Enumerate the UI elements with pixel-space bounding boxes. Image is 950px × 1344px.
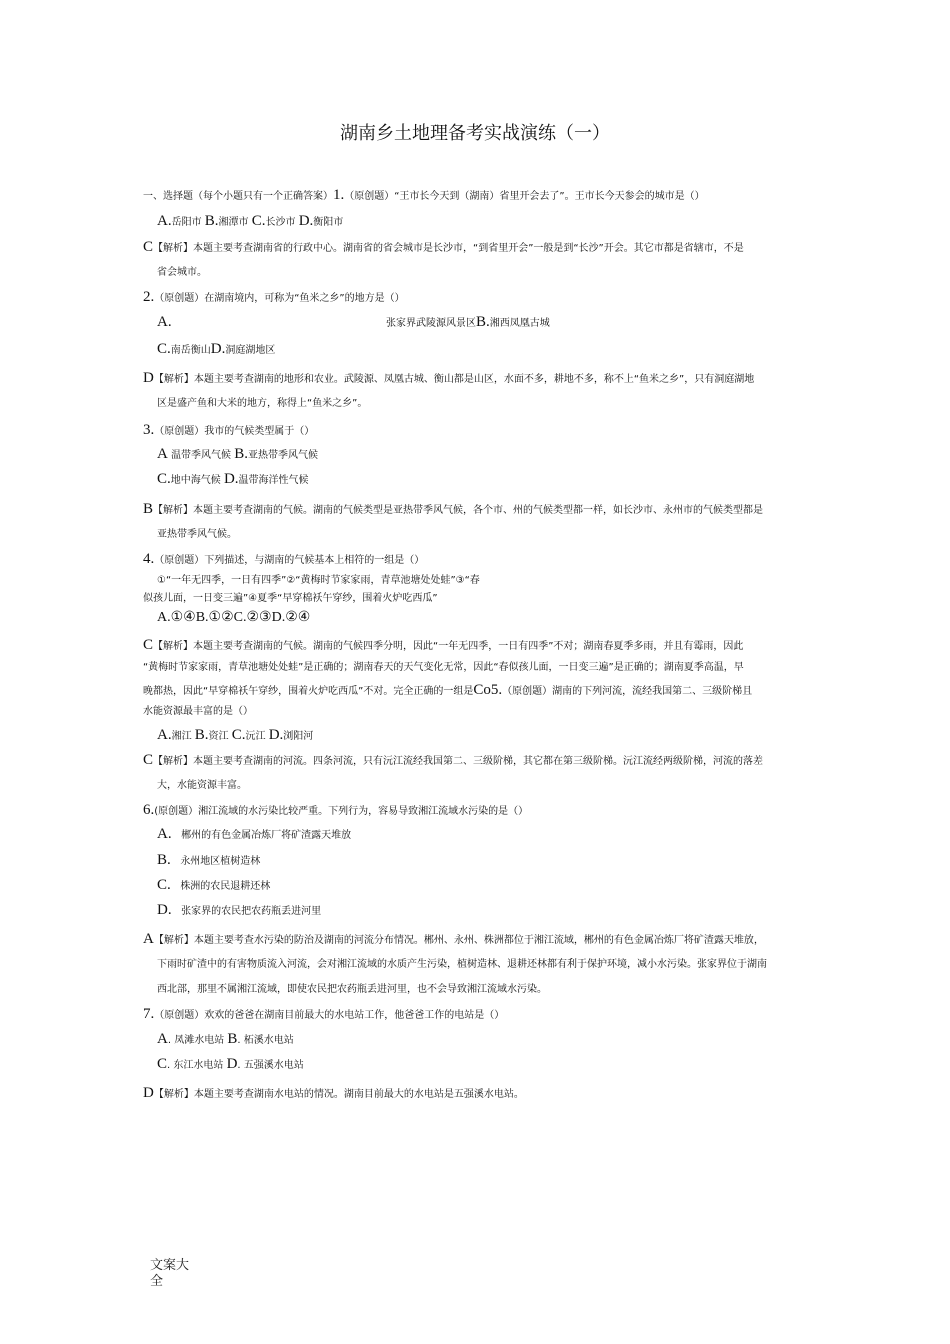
option-text: 沅江 — [245, 731, 266, 742]
answer-letter: B — [143, 501, 154, 517]
question-stem: （原创题）“王市长今天到（湖南）省里开会去了”。王市长今天参会的城市是（） — [344, 191, 705, 202]
question-4-stem-line — [143, 552, 424, 568]
option-text: . 五强溪水电站 — [237, 1060, 304, 1071]
analysis-text: 【解析】本题主要考查湖南的气候。湖南的气候类型是亚热带季风气候，各个市、州的气候类型都一样，如长沙市、永州市的气候类型都是 — [153, 505, 764, 516]
option-c-d — [157, 472, 309, 488]
question-4-stem-line-2: ①“一年无四季，一日有四季”②“黄梅时节家家雨，青草池塘处处蛙”③“春 — [157, 575, 480, 586]
option-label: C. — [157, 341, 171, 357]
option-d — [157, 903, 321, 919]
question-stem: （原创题）我市的气候类型属于（） — [154, 426, 315, 437]
analysis-line — [143, 683, 752, 699]
option-label: A. — [157, 213, 172, 229]
question-number: 4. — [143, 551, 155, 567]
analysis-line: 区是盛产鱼和大米的地方，称得上“鱼米之乡”。 — [157, 398, 368, 409]
option-c — [157, 878, 270, 894]
question-1-options — [157, 214, 343, 230]
option-a-b — [157, 447, 318, 463]
analysis-line: 省会城市。 — [157, 267, 207, 278]
option-text: 湘西凤凰古城 — [489, 318, 550, 329]
option-text: 南岳衡山 — [170, 345, 211, 356]
option-text: 永州地区植树造林 — [180, 856, 261, 867]
question-stem: （原创题）欢欢的爸爸在湖南目前最大的水电站工作，他爸爸工作的电站是（） — [154, 1010, 505, 1021]
analysis-line — [143, 502, 763, 518]
option-text: 温带海洋性气候 — [238, 475, 309, 486]
option-text: . 柘溪水电站 — [237, 1035, 294, 1046]
question-number: 3. — [143, 422, 155, 438]
analysis-text: 晚都热，因此“早穿棉袄午穿纱，围着火炉吃西瓜”不对。完全正确的一组是 — [143, 686, 474, 697]
option-label: D. — [268, 727, 284, 743]
analysis-text: 【解析】本题主要考查湖南省的行政中心。湖南省的省会城市是长沙市，“到省里开会”一般是到“长沙”开会。其它市都是省辖市，不是 — [153, 243, 744, 254]
analysis-line — [143, 932, 764, 948]
option-label: B. — [157, 852, 171, 868]
option-a-b — [157, 1032, 294, 1048]
answer-letter: C — [143, 239, 154, 255]
option-text: 郴州的有色金属冶炼厂将矿渣露天堆放 — [181, 830, 352, 841]
option-c-d — [157, 1057, 304, 1073]
question-stem: （原创题）下列描述，与湖南的气候基本上相符的一组是（） — [154, 555, 425, 566]
analysis-line — [143, 753, 763, 769]
answer-and-question-5-number: Co5. — [473, 682, 503, 698]
question-number: 2. — [143, 289, 155, 305]
option-label: A — [157, 1031, 168, 1047]
option-label: D. — [298, 213, 314, 229]
analysis-text: 【解析】本题主要考查湖南的地形和农业。武陵源、凤凰古城、衡山都是山区，水面不多，耕地不多，称不上“鱼米之乡”，只有洞庭湖地 — [153, 374, 755, 385]
analysis-line: 大，水能资源丰富。 — [157, 780, 247, 791]
option-text: 洞庭湖地区 — [225, 345, 276, 356]
option-text: 张家界的农民把农药瓶丢进河里 — [181, 906, 322, 917]
option-text: 资江 — [208, 731, 229, 742]
option-a — [157, 827, 351, 843]
option-b — [157, 853, 260, 869]
answer-letter: C — [143, 637, 154, 653]
option-label: D. — [157, 902, 172, 918]
question-6-stem-line — [143, 803, 528, 819]
option-text: 地中海气候 — [170, 475, 221, 486]
question-1-stem-line — [143, 188, 705, 204]
option-label: A — [157, 446, 168, 462]
option-label: A. — [157, 727, 172, 743]
option-text: 长沙市 — [265, 217, 296, 228]
answer-letter: A — [143, 931, 154, 947]
option-label: C — [157, 1056, 168, 1072]
analysis-line — [143, 371, 754, 387]
option-c-d — [157, 342, 275, 358]
analysis-line — [143, 638, 743, 654]
option-text: 温带季风气候 — [171, 450, 232, 461]
option-label: D. — [210, 341, 226, 357]
section-heading: 一、选择题（每个小题只有一个正确答案） — [143, 191, 333, 202]
analysis-text: 【解析】本题主要考查湖南的河流。四条河流，只有沅江流经我国第二、三级阶梯，其它都在第三级阶梯。沅江流经两级阶梯，河流的落差 — [153, 756, 764, 767]
option-label: B — [227, 1031, 238, 1047]
analysis-text: 【解析】本题主要考查湖南水电站的情况。湖南目前最大的水电站是五强溪水电站。 — [153, 1089, 524, 1100]
option-text: 亚热带季风气候 — [247, 450, 318, 461]
footer-line: 全 — [150, 1274, 164, 1289]
option-label: C. — [231, 727, 246, 743]
option-label: A. — [157, 826, 172, 842]
option-label: C. — [157, 877, 171, 893]
analysis-line — [143, 240, 744, 256]
question-4-options: A.①④B.①②C.②③D.②④ — [157, 610, 311, 625]
answer-letter: D — [143, 370, 154, 386]
page-title: 湖南乡土地理备考实战演练（一） — [340, 123, 610, 144]
option-label: C. — [157, 471, 171, 487]
option-text: . 东江水电站 — [167, 1060, 224, 1071]
option-label: A. — [157, 314, 172, 330]
option-label: B. — [194, 727, 209, 743]
question-number: 1. — [333, 187, 345, 203]
option-text: 湘江 — [171, 731, 192, 742]
option-text: 张家界武陵源风景区 — [386, 318, 476, 329]
option-text: 岳阳市 — [171, 217, 202, 228]
option-label: D. — [223, 471, 239, 487]
option-label: D — [226, 1056, 238, 1072]
option-text: 衡阳市 — [313, 217, 344, 228]
option-text: 浏阳河 — [283, 731, 314, 742]
question-7-stem-line — [143, 1007, 504, 1023]
analysis-line: “黄梅时节家家雨，青草池塘处处蛙”是正确的；湖南春天的天气变化无常，因此“春似孩儿面，一日变三遍”是正确的；湖南夏季高温，早 — [143, 662, 744, 673]
question-number: 7. — [143, 1006, 155, 1022]
question-4-stem-line-3: 似孩儿面，一日变三遍”④夏季“早穿棉袄午穿纱，围着火炉吃西瓜” — [143, 593, 438, 604]
option-text: 湘潭市 — [218, 217, 249, 228]
analysis-line — [143, 1086, 524, 1102]
question-2-stem-line — [143, 290, 405, 306]
question-stem: (原创题）湘江流域的水污染比较严重。下列行为，容易导致湘江流域水污染的是（） — [154, 806, 529, 817]
question-5-options — [157, 728, 313, 744]
question-number: 6. — [143, 802, 155, 818]
footer-watermark — [150, 1258, 189, 1290]
analysis-text: 【解析】本题主要考查湖南的气候。湖南的气候四季分明，因此“一年无四季，一日有四季”不对；湖南春夏季多雨，并且有霉雨，因此 — [153, 641, 744, 652]
analysis-text: 【解析】本题主要考查水污染的防治及湖南的河流分布情况。郴州、永州、株洲都位于湘江流域，郴州的有色金属冶炼厂将矿渣露天堆放， — [153, 935, 764, 946]
option-label: B. — [476, 314, 490, 330]
footer-line: 文案大 — [150, 1258, 190, 1273]
answer-letter: C — [143, 752, 154, 768]
question-stem: （原创题）在湖南境内，可称为“鱼米之乡”的地方是（） — [154, 293, 405, 304]
option-label: B. — [234, 446, 248, 462]
question-5-stem: （原创题）湖南的下列河流，流经我国第二、三级阶梯且 — [502, 686, 753, 697]
question-5-stem-line-2: 水能资源最丰富的是（） — [143, 706, 253, 717]
analysis-line: 西北部，那里不属湘江流域，即使农民把农药瓶丢进河里，也不会导致湘江流域水污染。 — [157, 984, 547, 995]
option-a-b — [386, 315, 550, 331]
option-a — [157, 315, 172, 331]
answer-letter: D — [143, 1085, 154, 1101]
option-text: 株洲的农民退耕还林 — [180, 881, 271, 892]
question-3-stem-line — [143, 423, 314, 439]
analysis-line: 亚热带季风气候。 — [157, 529, 237, 540]
option-label: C. — [251, 213, 266, 229]
option-text: . 凤滩水电站 — [167, 1035, 225, 1046]
analysis-line: 下雨时矿渣中的有害物质流入河流，会对湘江流域的水质产生污染，植树造林、退耕还林都有利于保护环境，减小水污染。张家界位于湖南 — [157, 959, 767, 970]
option-label: B. — [204, 213, 219, 229]
